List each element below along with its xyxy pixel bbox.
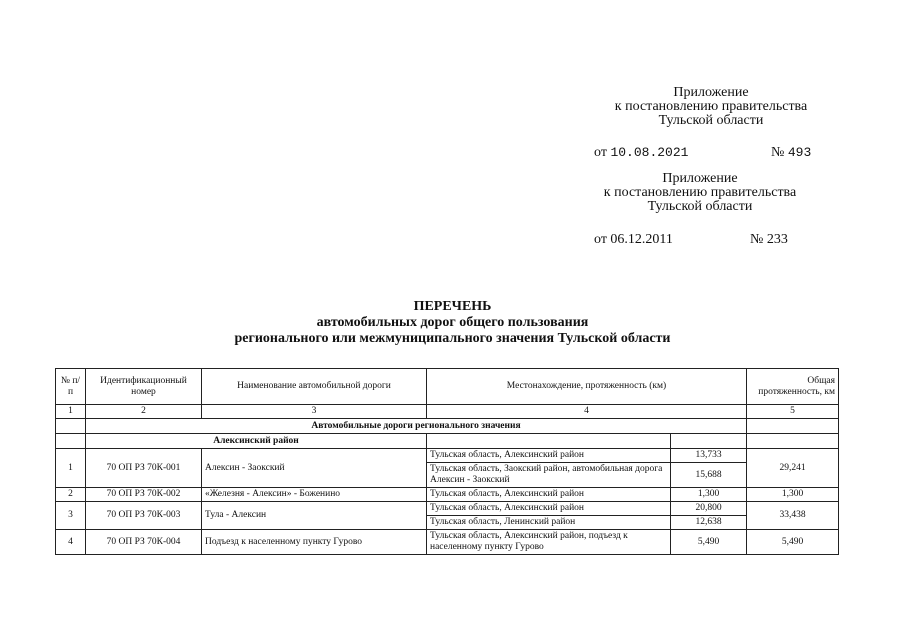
row-total: 5,490 — [747, 530, 839, 555]
decree-date-old: от 06.12.2011 — [594, 232, 673, 247]
decree-number-old: № 233 — [750, 232, 788, 247]
row-km: 13,733 — [671, 449, 747, 463]
column-number-row — [56, 405, 839, 419]
document-title — [0, 299, 905, 347]
row-name: «Железня - Алексин» - Боженино — [202, 488, 427, 502]
table-row — [56, 449, 839, 463]
decree-number-new — [771, 145, 811, 161]
row-num: 3 — [56, 502, 86, 530]
table-row — [56, 530, 839, 555]
table-row — [56, 488, 839, 502]
column-number: 5 — [747, 405, 839, 419]
date-prefix: от — [594, 145, 607, 160]
row-total: 29,241 — [747, 449, 839, 488]
header-total: Общая протяженность, км — [747, 369, 839, 405]
appendix-label: Приложение — [673, 85, 749, 100]
header-name: Наименование автомобильной дороги — [202, 369, 427, 405]
table-header-row — [56, 369, 839, 405]
empty-cell — [747, 434, 839, 449]
row-km: 12,638 — [671, 516, 747, 530]
decree-number: 493 — [787, 145, 812, 160]
header-id: Идентификационный номер — [86, 369, 202, 405]
roads-table — [55, 368, 839, 555]
row-num: 1 — [56, 449, 86, 488]
empty-cell — [747, 419, 839, 434]
row-id: 70 ОП РЗ 70К-002 — [86, 488, 202, 502]
row-name: Подъезд к населенному пункту Гурово — [202, 530, 427, 555]
row-id: 70 ОП РЗ 70К-001 — [86, 449, 202, 488]
appendix-region-line: Тульской области — [647, 199, 753, 214]
row-place: Тульская область, Ленинский район — [427, 516, 671, 530]
row-name: Алексин - Заокский — [202, 449, 427, 488]
row-id: 70 ОП РЗ 70К-004 — [86, 530, 202, 555]
appendix-label: Приложение — [662, 171, 738, 186]
row-total: 33,438 — [747, 502, 839, 530]
title-line-1: ПЕРЕЧЕНЬ — [413, 299, 492, 314]
column-number: 3 — [202, 405, 427, 419]
empty-cell — [671, 434, 747, 449]
appendix-header-old — [584, 172, 816, 214]
row-num: 4 — [56, 530, 86, 555]
district-title: Алексинский район — [86, 434, 427, 449]
decree-date-new — [594, 145, 688, 161]
row-place: Тульская область, Заокский район, автомобильная дорога Алексин - Заокский — [427, 463, 671, 488]
row-place: Тульская область, Алексинский район — [427, 502, 671, 516]
appendix-header-new — [596, 86, 826, 128]
header-num: № п/п — [56, 369, 86, 405]
row-place: Тульская область, Алексинский район — [427, 449, 671, 463]
header-location: Местонахождение, протяженность (км) — [427, 369, 747, 405]
row-id: 70 ОП РЗ 70К-003 — [86, 502, 202, 530]
row-name: Тула - Алексин — [202, 502, 427, 530]
row-km: 5,490 — [671, 530, 747, 555]
district-row — [56, 434, 839, 449]
title-line-3: регионального или межмуниципального значения Тульской области — [234, 331, 671, 346]
column-number: 2 — [86, 405, 202, 419]
appendix-decree-line: к постановлению правительства — [603, 185, 797, 200]
row-km: 20,800 — [671, 502, 747, 516]
row-km: 1,300 — [671, 488, 747, 502]
title-line-2: автомобильных дорог общего пользования — [316, 315, 589, 330]
row-place: Тульская область, Алексинский район, подъезд к населенному пункту Гурово — [427, 530, 671, 555]
empty-cell — [427, 434, 671, 449]
column-number: 4 — [427, 405, 747, 419]
row-km: 15,688 — [671, 463, 747, 488]
section-title: Автомобильные дороги регионального значения — [86, 419, 747, 434]
row-num: 2 — [56, 488, 86, 502]
empty-cell — [56, 434, 86, 449]
decree-date: 10.08.2021 — [610, 145, 689, 160]
column-number: 1 — [56, 405, 86, 419]
appendix-decree-line: к постановлению правительства — [614, 99, 808, 114]
number-sign: № — [771, 145, 785, 160]
row-total: 1,300 — [747, 488, 839, 502]
section-row — [56, 419, 839, 434]
row-place: Тульская область, Алексинский район — [427, 488, 671, 502]
table-row — [56, 502, 839, 516]
appendix-region-line: Тульской области — [658, 113, 764, 128]
empty-cell — [56, 419, 86, 434]
